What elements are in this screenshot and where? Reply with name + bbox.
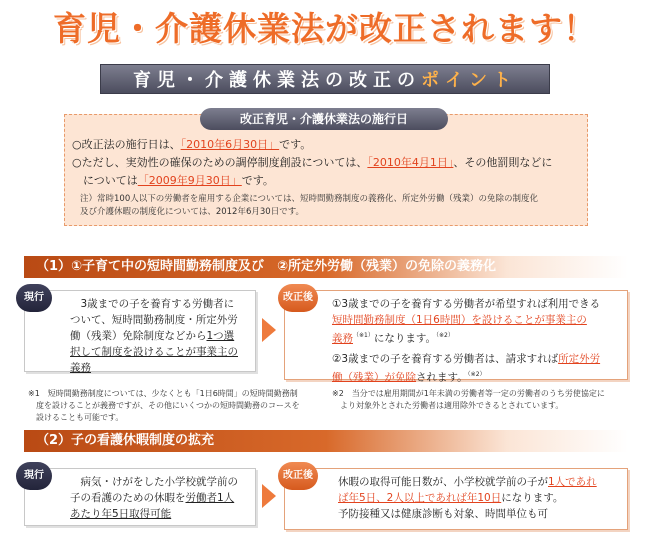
main-title: 育児・介護休業法が改正されます！ [53,9,597,48]
text-line: 病気・けがをした小学校就学前の [70,476,238,488]
text-line [70,490,238,506]
text-line [332,351,600,367]
text: です。 [241,174,274,187]
text: については [72,174,138,187]
footnote-2 [332,388,605,412]
text-line [338,474,597,490]
text-line: 設けることも可能です。 [28,413,124,422]
date-2009-09-30: 「2009年9月30日」 [137,174,242,187]
enforcement-line-2 [72,154,552,171]
text: ②3歳までの子を養育する労働者は、請求すれば [332,352,559,365]
text-line: 予防接種又は健康診断も対象、時間単位も可 [338,508,548,520]
current-tag: 現行 [16,462,52,490]
text: 義務 [332,332,353,345]
arrow-right-icon [262,318,276,342]
current-tag: 現行 [16,284,52,312]
date-2010-04-01: 「2010年4月1日」 [367,156,454,169]
text: 働（残業）が免除 [332,371,416,383]
text: になります。 [501,492,564,504]
text-line: ①3歳までの子を養育する労働者が希望すれば利用できる [332,298,601,310]
arrow-right-icon [262,484,276,508]
enforcement-note-2: 及び介護休暇の制度化については、2012年6月30日です。 [80,207,305,217]
text-line: より対象外とされた労働者は適用除外できるとされています。 [332,401,564,410]
text: 働（残業）免除制度などから [70,330,207,342]
text: 1つ選 [206,330,235,342]
text-line [338,490,597,506]
text-line: 短時間勤務制度（1日6時間）を設けることが事業主の [332,314,587,326]
enforcement-note-1: 注）常時100人以下の労働者を雇用する企業については、短時間勤務制度の義務化、所定外労働（残業）の免除の制度化 [80,194,539,204]
text: です。 [279,138,312,151]
text: 1人であれ [548,476,597,488]
text-line [70,328,238,344]
subtitle-banner [100,64,550,94]
subtitle-prefix: 育児・介護休業法の改正の [133,70,421,91]
text-line: 度を設けることが義務ですが、その他にいくつかの短時間勤務のコースを [28,401,300,410]
text-line: ※2 当分では雇用期間が1年未満の労働者等一定の労働者のうち労使協定に [332,389,605,398]
section-1-revised-text [332,296,600,385]
text: 、その他罰則などに [453,156,553,169]
footnote-ref: （※1） [353,332,374,339]
text-line: 義務 [70,362,91,374]
footnote-ref: （※2） [467,370,486,378]
text: 休暇の取得可能日数が、小学校就学前の子が [338,476,548,488]
text: されます。 [416,371,468,383]
text-line [332,328,600,347]
subtitle-text [133,66,517,92]
text-line: ついて、短時間勤務制度・所定外労 [70,314,238,326]
text: 所定外労 [558,352,601,365]
text: 労働者1人 [185,492,235,504]
text-line: ※1 短時間勤務制度については、少なくとも「1日6時間」の短時間勤務制 [28,389,298,398]
enforcement-line-3 [72,172,274,189]
section-2-current-text [70,474,238,522]
text-line: あたり年5日取得可能 [70,508,172,520]
section-2-title: （2）子の看護休暇制度の拡充 [24,430,628,452]
text-line [332,367,600,386]
text-line: 択して制度を設けることが事業主の [70,346,238,358]
footnote-ref: （※2） [436,332,454,339]
enforcement-heading: 改正育児・介護休業法の施行日 [200,108,448,130]
date-2010-06-30: 「2010年6月30日」 [180,138,280,151]
footnote-1 [28,388,300,424]
section-1-title: （1）①子育て中の短時間勤務制度及び ②所定外労働（残業）の免除の義務化 [24,256,628,278]
section-2-revised-text [338,474,597,522]
text: ○改正法の施行日は、 [72,138,181,151]
revised-tag: 改正後 [278,284,318,312]
text: 子の看護のための休暇を [70,492,186,504]
text: ば年5日、2人以上であれば年10日 [338,492,502,504]
enforcement-line-1 [72,136,311,153]
text: になります。 [373,332,437,345]
subtitle-highlight: ポイント [421,70,517,91]
section-1-current-text [70,296,238,376]
text: ○ただし、実効性の確保のための調停制度創設については、 [72,156,368,169]
revised-tag: 改正後 [278,462,318,490]
text-line: 3歳までの子を養育する労働者に [70,298,235,310]
